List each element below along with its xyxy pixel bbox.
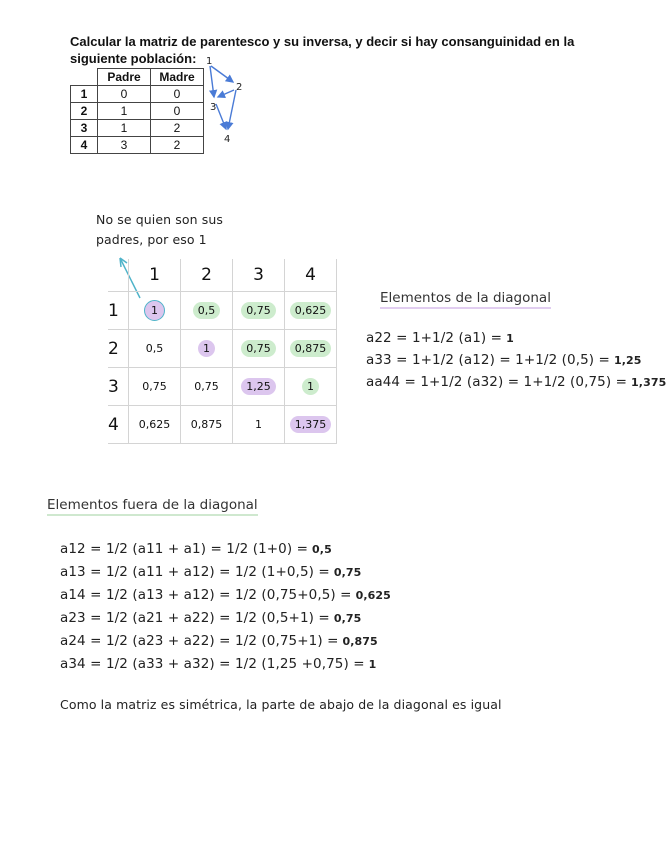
pedigree-node: 3 xyxy=(210,102,217,113)
matrix-row xyxy=(108,368,337,406)
matrix-col-header: 4 xyxy=(285,259,337,292)
equation-result: 0,625 xyxy=(355,589,391,602)
pedigree-diagram xyxy=(200,52,260,147)
equation-line xyxy=(366,374,666,390)
diagonal-heading xyxy=(380,290,551,306)
matrix-value: 0,875 xyxy=(290,340,332,357)
cell-madre: 2 xyxy=(151,137,204,154)
matrix-value: 0,625 xyxy=(290,302,332,319)
matrix-value: 0,5 xyxy=(193,302,221,319)
note-line: padres, por eso 1 xyxy=(96,232,207,247)
equation-text: a34 = 1/2 (a33 + a32) = 1/2 (1,25 +0,75) = xyxy=(60,656,365,672)
cell-padre: 0 xyxy=(98,86,151,103)
matrix-value: 1 xyxy=(255,418,262,431)
matrix-value: 0,75 xyxy=(142,380,167,393)
matrix-row-header: 3 xyxy=(108,368,129,406)
pedigree-node: 4 xyxy=(224,134,231,145)
equation-result: 0,5 xyxy=(312,543,332,556)
off-diagonal-heading xyxy=(47,497,258,513)
matrix-row-header: 4 xyxy=(108,406,129,444)
equation-line xyxy=(60,633,378,649)
matrix-cell xyxy=(129,406,181,444)
matrix-value: 1,375 xyxy=(290,416,332,433)
matrix-value: 1 xyxy=(198,340,215,357)
diagonal-heading-text: Elementos de la diagonal xyxy=(380,290,551,309)
matrix-corner xyxy=(108,259,129,292)
matrix-cell xyxy=(285,368,337,406)
column-header-madre: Madre xyxy=(151,69,204,86)
row-id: 3 xyxy=(71,120,98,137)
equation-line xyxy=(366,330,514,346)
row-id: 1 xyxy=(71,86,98,103)
matrix-value: 0,625 xyxy=(138,418,171,431)
matrix-col-header: 3 xyxy=(233,259,285,292)
matrix-cell xyxy=(233,368,285,406)
matrix-cell xyxy=(181,406,233,444)
matrix-value: 0,75 xyxy=(241,302,276,319)
pedigree-edge xyxy=(218,90,234,97)
table-row xyxy=(71,137,204,154)
matrix-cell xyxy=(285,406,337,444)
row-id: 2 xyxy=(71,103,98,120)
pedigree-node: 1 xyxy=(206,56,213,67)
equation-text: a23 = 1/2 (a21 + a22) = 1/2 (0,5+1) = xyxy=(60,610,330,626)
off-diagonal-heading-text: Elementos fuera de la diagonal xyxy=(47,497,258,516)
equation-text: a12 = 1/2 (a11 + a1) = 1/2 (1+0) = xyxy=(60,541,309,557)
matrix-value: 0,5 xyxy=(145,342,164,355)
equation-result: 0,875 xyxy=(342,635,378,648)
pedigree-edge xyxy=(216,104,226,129)
equation-text: a22 = 1+1/2 (a1) = xyxy=(366,330,503,346)
equation-result: 1,375 xyxy=(631,376,666,389)
matrix-value: 0,75 xyxy=(241,340,276,357)
equation-text: aa44 = 1+1/2 (a32) = 1+1/2 (0,75) = xyxy=(366,374,628,390)
equation-text: a33 = 1+1/2 (a12) = 1+1/2 (0,5) = xyxy=(366,352,610,368)
equation-line xyxy=(60,587,391,603)
matrix-cell xyxy=(285,330,337,368)
matrix-cell xyxy=(285,292,337,330)
note-line: No se quien son sus xyxy=(96,212,223,227)
matrix-cell xyxy=(181,330,233,368)
column-header-padre: Padre xyxy=(98,69,151,86)
matrix-row xyxy=(108,292,337,330)
equation-text: a13 = 1/2 (a11 + a12) = 1/2 (1+0,5) = xyxy=(60,564,330,580)
conclusion: Como la matriz es simétrica, la parte de abajo de la diagonal es igual xyxy=(60,697,502,712)
equation-result: 0,75 xyxy=(333,566,362,579)
note xyxy=(96,210,223,250)
equation-line xyxy=(60,656,376,672)
matrix-value: 1 xyxy=(302,378,319,395)
matrix-value: 0,875 xyxy=(190,418,223,431)
table-row xyxy=(71,103,204,120)
cell-padre: 3 xyxy=(98,137,151,154)
pedigree-edge xyxy=(228,90,236,129)
relationship-matrix xyxy=(108,259,337,444)
cell-madre: 2 xyxy=(151,120,204,137)
equation-text: a14 = 1/2 (a13 + a12) = 1/2 (0,75+0,5) = xyxy=(60,587,352,603)
problem-title: Calcular la matriz de parentesco y su inversa, y decir si hay consanguinidad en la siguiente población: xyxy=(70,34,575,66)
equation-line xyxy=(366,352,642,368)
pedigree-edge xyxy=(211,66,233,82)
matrix-value: 1,25 xyxy=(241,378,276,395)
equation-line xyxy=(60,541,332,557)
equation-result: 1 xyxy=(506,332,514,345)
matrix-cell xyxy=(129,368,181,406)
equation-line xyxy=(60,610,361,626)
table-corner xyxy=(71,69,98,86)
matrix-cell xyxy=(233,330,285,368)
row-id: 4 xyxy=(71,137,98,154)
cell-padre: 1 xyxy=(98,103,151,120)
off-diagonal-equations xyxy=(60,541,400,676)
matrix-value: 1 xyxy=(144,300,165,321)
population-table xyxy=(70,68,204,154)
equation-result: 0,75 xyxy=(333,612,362,625)
pedigree-edge xyxy=(210,66,214,97)
equation-result: 1,25 xyxy=(613,354,642,367)
pedigree-node: 2 xyxy=(236,82,243,93)
equation-result: 1 xyxy=(368,658,377,671)
matrix-cell xyxy=(233,292,285,330)
matrix-value: 0,75 xyxy=(194,380,219,393)
matrix-cell xyxy=(181,368,233,406)
matrix-col-header: 2 xyxy=(181,259,233,292)
matrix-row-header: 1 xyxy=(108,292,129,330)
matrix-cell xyxy=(181,292,233,330)
diagonal-equations xyxy=(366,330,666,400)
cell-madre: 0 xyxy=(151,86,204,103)
matrix-row xyxy=(108,330,337,368)
equation-text: a24 = 1/2 (a23 + a22) = 1/2 (0,75+1) = xyxy=(60,633,339,649)
matrix-cell xyxy=(233,406,285,444)
matrix-cell xyxy=(129,292,181,330)
matrix-row-header: 2 xyxy=(108,330,129,368)
matrix-cell xyxy=(129,330,181,368)
table-row xyxy=(71,86,204,103)
cell-madre: 0 xyxy=(151,103,204,120)
table-row xyxy=(71,120,204,137)
cell-padre: 1 xyxy=(98,120,151,137)
matrix-col-header: 1 xyxy=(129,259,181,292)
equation-line xyxy=(60,564,361,580)
matrix-row xyxy=(108,406,337,444)
